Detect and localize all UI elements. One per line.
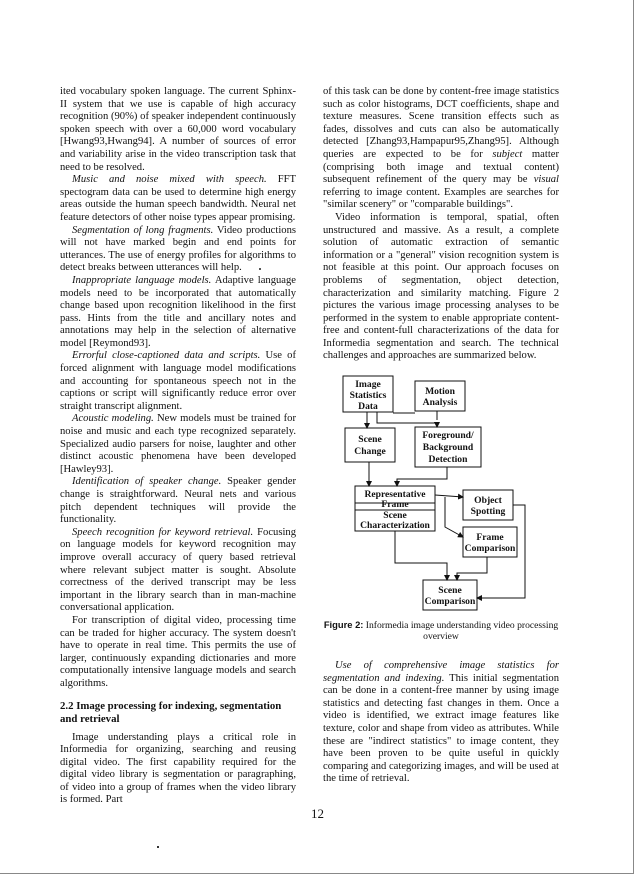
label-scene-2: Scene — [383, 510, 407, 522]
label-characterization: Characterization — [360, 520, 430, 532]
label-spotting: Spotting — [470, 506, 506, 518]
label-detection: Detection — [428, 454, 468, 466]
label-comparison-2: Comparison — [424, 596, 476, 608]
paragraph-speaker-change: Identification of speaker change. Speaker gender change is straightforward. Neural nets and various pitch dependent techniques will provide the functionality. — [60, 476, 296, 526]
label-scene: Scene — [358, 434, 382, 446]
label-object: Object — [474, 495, 502, 507]
label-image: Image — [355, 379, 381, 391]
paragraph-content-free: of this task can be done by content-free image statistics such as color histograms, DCT coefficients, shape and texture measures. Scene transition effects such as fades, dissolves and cuts can also be automatically detected [Zhang93,Hampapur95,Zhang95]. Although queries are expected to be for subject matter (comprising both image and textual content) subsequent refinement of the query may be visual referring to image content. Examples are searches for "similar scenery" or "comparable buildings". — [323, 86, 559, 211]
right-column — [323, 86, 559, 786]
processing-diagram — [337, 373, 547, 613]
section-heading: 2.2 Image processing for indexing, segmentation and retrieval — [60, 699, 282, 725]
label-motion: Motion — [425, 386, 455, 398]
paragraph-video-information: Video information is temporal, spatial, often unstructured and massive. As a result, a complete solution of automatic extraction of semantic information or a "general" vision recognition system is not feasible at this point. Our approach focuses on problems of segmentation, object detection, characterization and similarity matching. Figure 2 pictures the various image processing analyses to be performed in the system to enable appropriate content-free and content-full characterizations of the data for Informedia segmentation and search. The technical challenges and approaches are summarized below. — [323, 211, 559, 362]
figure-2 — [323, 373, 559, 613]
paragraph-image-understanding: Image understanding plays a critical role in Informedia for organizing, searching and reusing digital video. The first capability required for the digital video library is segmentation or paragraphing, of video into a group of frames when the video library is formed. Part — [60, 731, 296, 806]
paragraph-keyword-retrieval: Speech recognition for keyword retrieval. Focusing on language models for keyword recognition may improve overall accuracy of query based retrieval where relevant subject matter is sought. Absolute correctness of the derived transcript may be less important in the library search than in man-machine conversational application. — [60, 526, 296, 614]
page-number: 12 — [311, 806, 324, 821]
paragraph-language-models: Inappropriate language models. Adaptive language models need to be incorporated that automatically change based upon recognition likelihood in the first pass. Hints from the title and ancillary notes and annotations may help in the selection of alternative model [Reymond93]. — [60, 274, 296, 349]
stray-dot — [157, 846, 159, 848]
paragraph-transcription: For transcription of digital video, processing time can be traded for higher accuracy. The system doesn't have to operate in real time. This permits the use of larger, continuously expanding dictionaries and more computationally intensive language models and search algorithms. — [60, 614, 296, 689]
label-scene-3: Scene — [438, 585, 462, 597]
label-comparison: Comparison — [464, 543, 516, 555]
label-change: Change — [354, 446, 386, 458]
label-background: Background — [422, 442, 474, 454]
label-foreground: Foreground/ — [422, 430, 474, 442]
paragraph-closed-captions: Errorful close-captioned data and scripts. Use of forced alignment with language model modifications and accounting for spontaneous speech not in the captions or script will significantly reduce error over straight transcript alignment. — [60, 350, 296, 412]
paragraph-music-noise: Music and noise mixed with speech. FFT spectogram data can be used to determine high energy areas outside the human speech bandwidth. Neural net feature detectors of other noise types appear promising. — [60, 174, 296, 223]
paragraph-image-statistics: Use of comprehensive image statistics for segmentation and indexing. This initial segmentation can be done in a content-free manner by using image statistics and detecting fast changes in them. Once a video is identified, we extract image features like texture, color and shape from video as attributes. While these are "indirect statistics" to image content, they have been proven to be quite useful in quickly comparing and categorizing images, and will be used at the time of retrieval. — [323, 660, 559, 785]
stray-mark — [259, 268, 261, 270]
label-representative: Representative — [364, 489, 426, 501]
label-frame: Frame — [381, 499, 409, 511]
label-frame-2: Frame — [476, 532, 504, 544]
label-analysis: Analysis — [422, 397, 458, 409]
paragraph-speech-intro: ited vocabulary spoken language. The current Sphinx-II system that we use is capable of high accuracy recognition (90%) of speaker independent continuously spoken speech with over a 60,000 word vocabulary [Hwang93,Hwang94]. A number of sources of error and variability arise in the video transcription task that need to be resolved. — [60, 86, 296, 173]
figure-caption: Figure 2: Informedia image understanding video processing overview — [323, 619, 559, 643]
label-statistics: Statistics — [349, 390, 387, 402]
left-column — [60, 86, 296, 807]
label-data: Data — [358, 401, 378, 413]
paragraph-segmentation: Segmentation of long fragments. Video productions will not have marked begin and end points for utterances. The use of energy profiles for algorithms to detect breaks between utterances will help. — [60, 224, 296, 274]
paragraph-acoustic-modeling: Acoustic modeling. New models must be trained for noise and music and each type recognized separately. Specialized audio parsers for noise, laughter and other distinct acoustic phenomena have been developed [Hawley93]. — [60, 413, 296, 475]
